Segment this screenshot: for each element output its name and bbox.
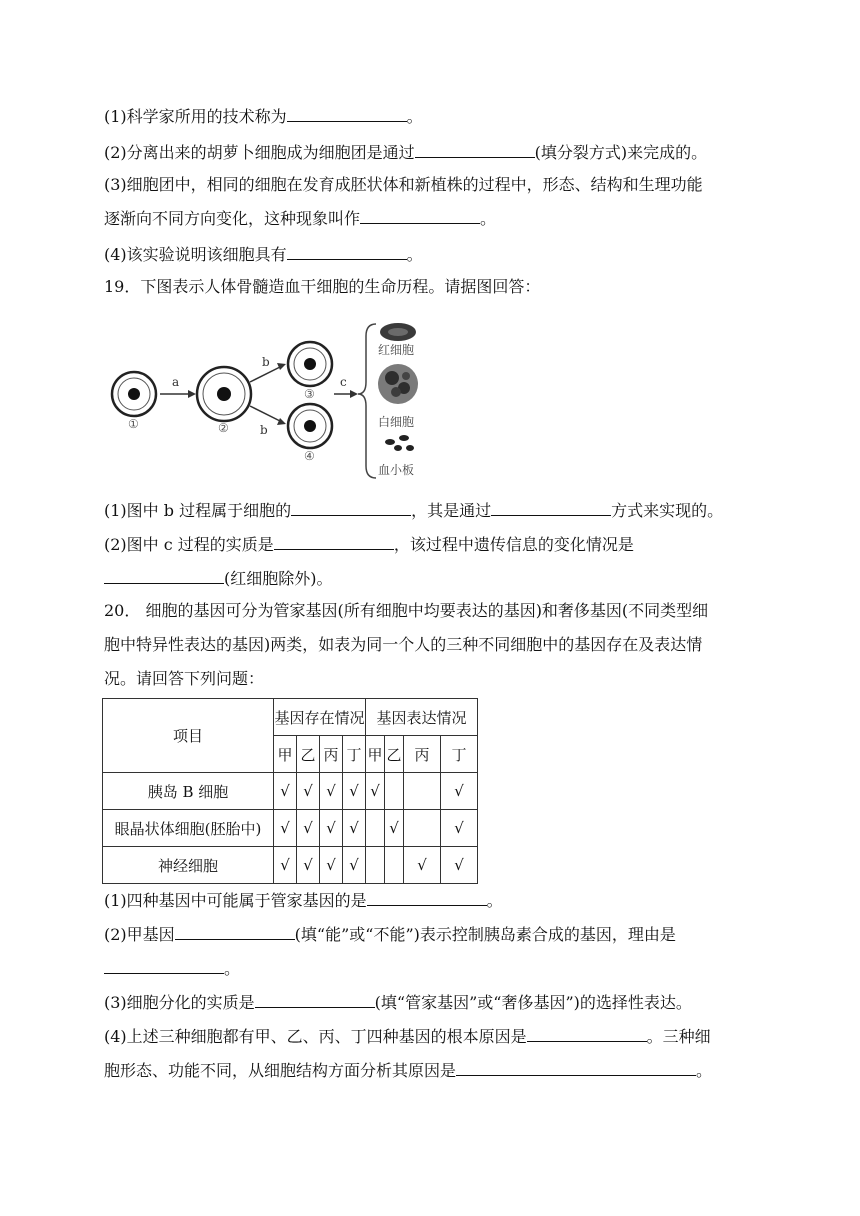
text: 逐渐向不同方向变化，这种现象叫作 bbox=[104, 209, 361, 228]
q19-part2-line2 bbox=[104, 566, 333, 590]
table-cell: √ bbox=[404, 847, 441, 884]
cell-1 bbox=[112, 372, 156, 416]
answer-blank[interactable] bbox=[491, 498, 611, 516]
q19-part1 bbox=[104, 498, 723, 522]
arrow-b-lower bbox=[250, 406, 282, 422]
platelet-label: 血小板 bbox=[378, 463, 415, 477]
text: 。 bbox=[480, 209, 497, 228]
table-cell: √ bbox=[320, 773, 343, 810]
table-cell: √ bbox=[320, 847, 343, 884]
answer-blank[interactable] bbox=[287, 242, 407, 260]
answer-blank[interactable] bbox=[175, 922, 295, 940]
gene-name: 甲 bbox=[366, 736, 385, 773]
cell-type: 胰岛 B 细胞 bbox=[103, 773, 274, 810]
table-cell: √ bbox=[297, 810, 320, 847]
table-cell: √ bbox=[320, 810, 343, 847]
table-cell bbox=[404, 773, 441, 810]
cell-2 bbox=[197, 367, 251, 421]
arrow-a-label: a bbox=[172, 375, 180, 389]
text: (红细胞除外)。 bbox=[224, 569, 333, 588]
table-cell: √ bbox=[343, 847, 366, 884]
arrow-c-label: c bbox=[340, 375, 347, 389]
text: 。 bbox=[486, 891, 503, 910]
cell-type: 眼晶状体细胞(胚胎中) bbox=[103, 810, 274, 847]
white-blood-cell-icon bbox=[378, 364, 418, 404]
answer-blank[interactable] bbox=[360, 206, 480, 224]
table-cell bbox=[385, 847, 404, 884]
text: (2)分离出来的胡萝卜细胞成为细胞团是通过 bbox=[104, 143, 415, 162]
answer-blank[interactable] bbox=[104, 566, 224, 584]
gene-name: 丙 bbox=[404, 736, 441, 773]
q18-part3-line1 bbox=[104, 174, 703, 196]
q18-part3-line2 bbox=[104, 206, 496, 230]
text: 。 bbox=[696, 1061, 713, 1080]
table-cell bbox=[366, 810, 385, 847]
answer-blank[interactable] bbox=[291, 498, 411, 516]
text: 胞中特异性表达的基因)两类，如表为同一个人的三种不同细胞中的基因存在及表达情 bbox=[104, 635, 703, 654]
table-cell: √ bbox=[385, 810, 404, 847]
q20-stem-line3 bbox=[104, 668, 264, 690]
cell-3 bbox=[288, 342, 332, 386]
text: (2)甲基因 bbox=[104, 925, 175, 944]
answer-blank[interactable] bbox=[456, 1058, 696, 1076]
table-cell: √ bbox=[343, 773, 366, 810]
text: (填分裂方式)来完成的。 bbox=[534, 143, 708, 162]
text: (3)细胞分化的实质是 bbox=[104, 993, 255, 1012]
blood-cell-diagram bbox=[104, 318, 444, 484]
text: 。 bbox=[406, 245, 423, 264]
text: (2)图中 c 过程的实质是 bbox=[104, 535, 274, 554]
answer-blank[interactable] bbox=[274, 532, 394, 550]
text: ，其是通过 bbox=[411, 501, 492, 520]
gene-table bbox=[102, 698, 478, 884]
table-cell: √ bbox=[441, 847, 478, 884]
text: (填“能”或“不能”)表示控制胰岛素合成的基因，理由是 bbox=[294, 925, 676, 944]
q20-stem-line1 bbox=[104, 600, 708, 622]
table-cell bbox=[385, 773, 404, 810]
q20-stem-line2 bbox=[104, 634, 702, 656]
cell-type: 神经细胞 bbox=[103, 847, 274, 884]
table-cell: √ bbox=[366, 773, 385, 810]
brace bbox=[358, 324, 376, 478]
cell-2-label: ② bbox=[218, 421, 229, 435]
table-cell: √ bbox=[274, 773, 297, 810]
platelet-icon bbox=[385, 435, 414, 451]
q19-part2 bbox=[104, 532, 634, 556]
rbc-label: 红细胞 bbox=[378, 343, 415, 357]
answer-blank[interactable] bbox=[287, 104, 407, 122]
gene-name: 乙 bbox=[385, 736, 404, 773]
q20-part1 bbox=[104, 888, 503, 912]
q19-stem bbox=[104, 276, 540, 298]
text: 胞形态、功能不同，从细胞结构方面分析其原因是 bbox=[104, 1061, 457, 1080]
gene-name: 丙 bbox=[320, 736, 343, 773]
answer-blank[interactable] bbox=[415, 140, 535, 158]
answer-blank[interactable] bbox=[367, 888, 487, 906]
q20-part3 bbox=[104, 990, 692, 1014]
table-cell: √ bbox=[274, 847, 297, 884]
table-cell: √ bbox=[441, 773, 478, 810]
q18-part4 bbox=[104, 242, 423, 266]
text: (4)上述三种细胞都有甲、乙、丙、丁四种基因的根本原因是 bbox=[104, 1027, 527, 1046]
answer-blank[interactable] bbox=[527, 1024, 647, 1042]
answer-blank[interactable] bbox=[104, 956, 224, 974]
table-cell bbox=[366, 847, 385, 884]
text: (4)该实验说明该细胞具有 bbox=[104, 245, 287, 264]
table-cell: √ bbox=[297, 847, 320, 884]
arrow-b-lower-label: b bbox=[260, 423, 268, 437]
q20-part4-line2 bbox=[104, 1058, 712, 1082]
gene-name: 乙 bbox=[297, 736, 320, 773]
wbc-label: 白细胞 bbox=[378, 415, 415, 429]
text: 况。请回答下列问题： bbox=[104, 669, 265, 688]
text: 。 bbox=[406, 107, 423, 126]
table-row bbox=[103, 810, 478, 847]
table-cell: √ bbox=[343, 810, 366, 847]
text: (3)细胞团中，相同的细胞在发育成胚状体和新植株的过程中，形态、结构和生理功能 bbox=[104, 175, 703, 194]
table-cell: √ bbox=[441, 810, 478, 847]
cell-1-label: ① bbox=[128, 417, 139, 431]
answer-blank[interactable] bbox=[255, 990, 375, 1008]
text: 方式来实现的。 bbox=[611, 501, 724, 520]
text: (填“管家基因”或“奢侈基因”)的选择性表达。 bbox=[374, 993, 692, 1012]
text: (1)图中 b 过程属于细胞的 bbox=[104, 501, 292, 520]
cell-3-label: ③ bbox=[304, 387, 315, 401]
text: 19．下图表示人体骨髓造血干细胞的生命历程。请据图回答： bbox=[104, 277, 541, 296]
gene-name: 丁 bbox=[343, 736, 366, 773]
text: (1)四种基因中可能属于管家基因的是 bbox=[104, 891, 367, 910]
q18-part1 bbox=[104, 104, 423, 128]
table-cell bbox=[404, 810, 441, 847]
table-cell: √ bbox=[274, 810, 297, 847]
gene-name: 丁 bbox=[441, 736, 478, 773]
gene-name: 甲 bbox=[274, 736, 297, 773]
q20-part4 bbox=[104, 1024, 711, 1048]
exist-header: 基因存在情况 bbox=[274, 699, 366, 736]
table-row bbox=[103, 847, 478, 884]
q20-part2-line2 bbox=[104, 956, 240, 980]
text: ，该过程中遗传信息的变化情况是 bbox=[393, 535, 634, 554]
item-header: 项目 bbox=[103, 699, 274, 773]
table-cell: √ bbox=[297, 773, 320, 810]
text: 。 bbox=[224, 959, 241, 978]
text: 20． 细胞的基因可分为管家基因(所有细胞中均要表达的基因)和奢侈基因(不同类型细 bbox=[104, 601, 709, 620]
table-header-row bbox=[103, 699, 478, 736]
cell-4-label: ④ bbox=[304, 449, 315, 463]
q20-part2 bbox=[104, 922, 676, 946]
cell-4 bbox=[288, 404, 332, 448]
text: 。三种细 bbox=[646, 1027, 711, 1046]
q18-part2 bbox=[104, 140, 707, 164]
red-blood-cell-icon bbox=[380, 323, 416, 341]
table-row bbox=[103, 773, 478, 810]
text: (1)科学家所用的技术称为 bbox=[104, 107, 287, 126]
arrow-b-upper-label: b bbox=[262, 355, 270, 369]
express-header: 基因表达情况 bbox=[366, 699, 478, 736]
